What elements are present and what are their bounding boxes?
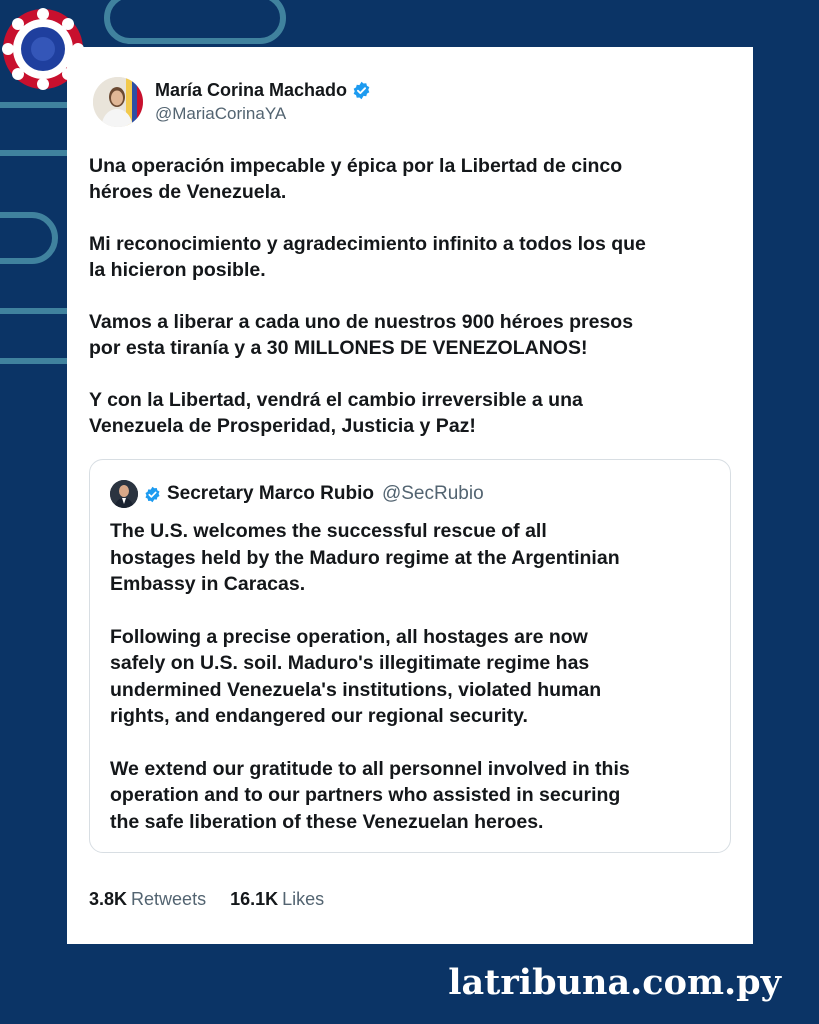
- likes-count: 16.1K: [230, 889, 279, 909]
- quoted-paragraph: The U.S. welcomes the successful rescue of all hostages held by the Maduro regime at the Argentinian Embassy in Caracas.: [110, 520, 620, 595]
- quoted-author[interactable]: [110, 480, 484, 508]
- tweet-text: [89, 153, 729, 465]
- quoted-tweet[interactable]: [89, 459, 731, 853]
- quoted-text: [110, 518, 720, 861]
- verified-badge-icon: [352, 81, 371, 100]
- likes-stat[interactable]: [230, 889, 324, 910]
- tweet-author[interactable]: [93, 77, 371, 127]
- tweet-paragraph: Mi reconocimiento y agradecimiento infinito a todos los que la hicieron posible.: [89, 233, 646, 281]
- quoted-avatar[interactable]: [110, 480, 138, 508]
- site-watermark: latribuna.com.py: [448, 962, 781, 1003]
- likes-label: Likes: [282, 889, 325, 909]
- tweet-paragraph: Y con la Libertad, vendrá el cambio irreversible a una Venezuela de Prosperidad, Justicia y Paz!: [89, 389, 583, 437]
- tweet-paragraph: Una operación impecable y épica por la Libertad de cinco héroes de Venezuela.: [89, 155, 623, 203]
- retweets-stat[interactable]: [89, 889, 206, 910]
- avatar[interactable]: [93, 77, 143, 127]
- decor-pill: [104, 0, 286, 44]
- verified-badge-icon: [144, 486, 161, 503]
- quoted-author-handle[interactable]: @SecRubio: [381, 483, 484, 504]
- tweet-paragraph: Vamos a liberar a cada uno de nuestros 900 héroes presos por esta tiranía y a 30 MILLONES DE VENEZOLANOS!: [89, 311, 634, 359]
- retweets-count: 3.8K: [89, 889, 128, 909]
- tweet-card: [67, 47, 753, 944]
- author-name[interactable]: María Corina Machado: [155, 80, 348, 100]
- tweet-stats: [89, 889, 324, 910]
- retweets-label: Retweets: [131, 889, 207, 909]
- quoted-author-name[interactable]: Secretary Marco Rubio: [167, 483, 374, 504]
- author-handle[interactable]: @MariaCorinaYA: [155, 104, 287, 123]
- quoted-paragraph: Following a precise operation, all hostages are now safely on U.S. soil. Maduro's illegitimate regime has undermined Venezuela's institutions, violated human rights, and endangered our regional security.: [110, 625, 602, 727]
- decor-pill: [0, 212, 58, 264]
- quoted-paragraph: We extend our gratitude to all personnel involved in this operation and to our partners who assisted in securing the safe liberation of these Venezuelan heroes.: [110, 757, 630, 833]
